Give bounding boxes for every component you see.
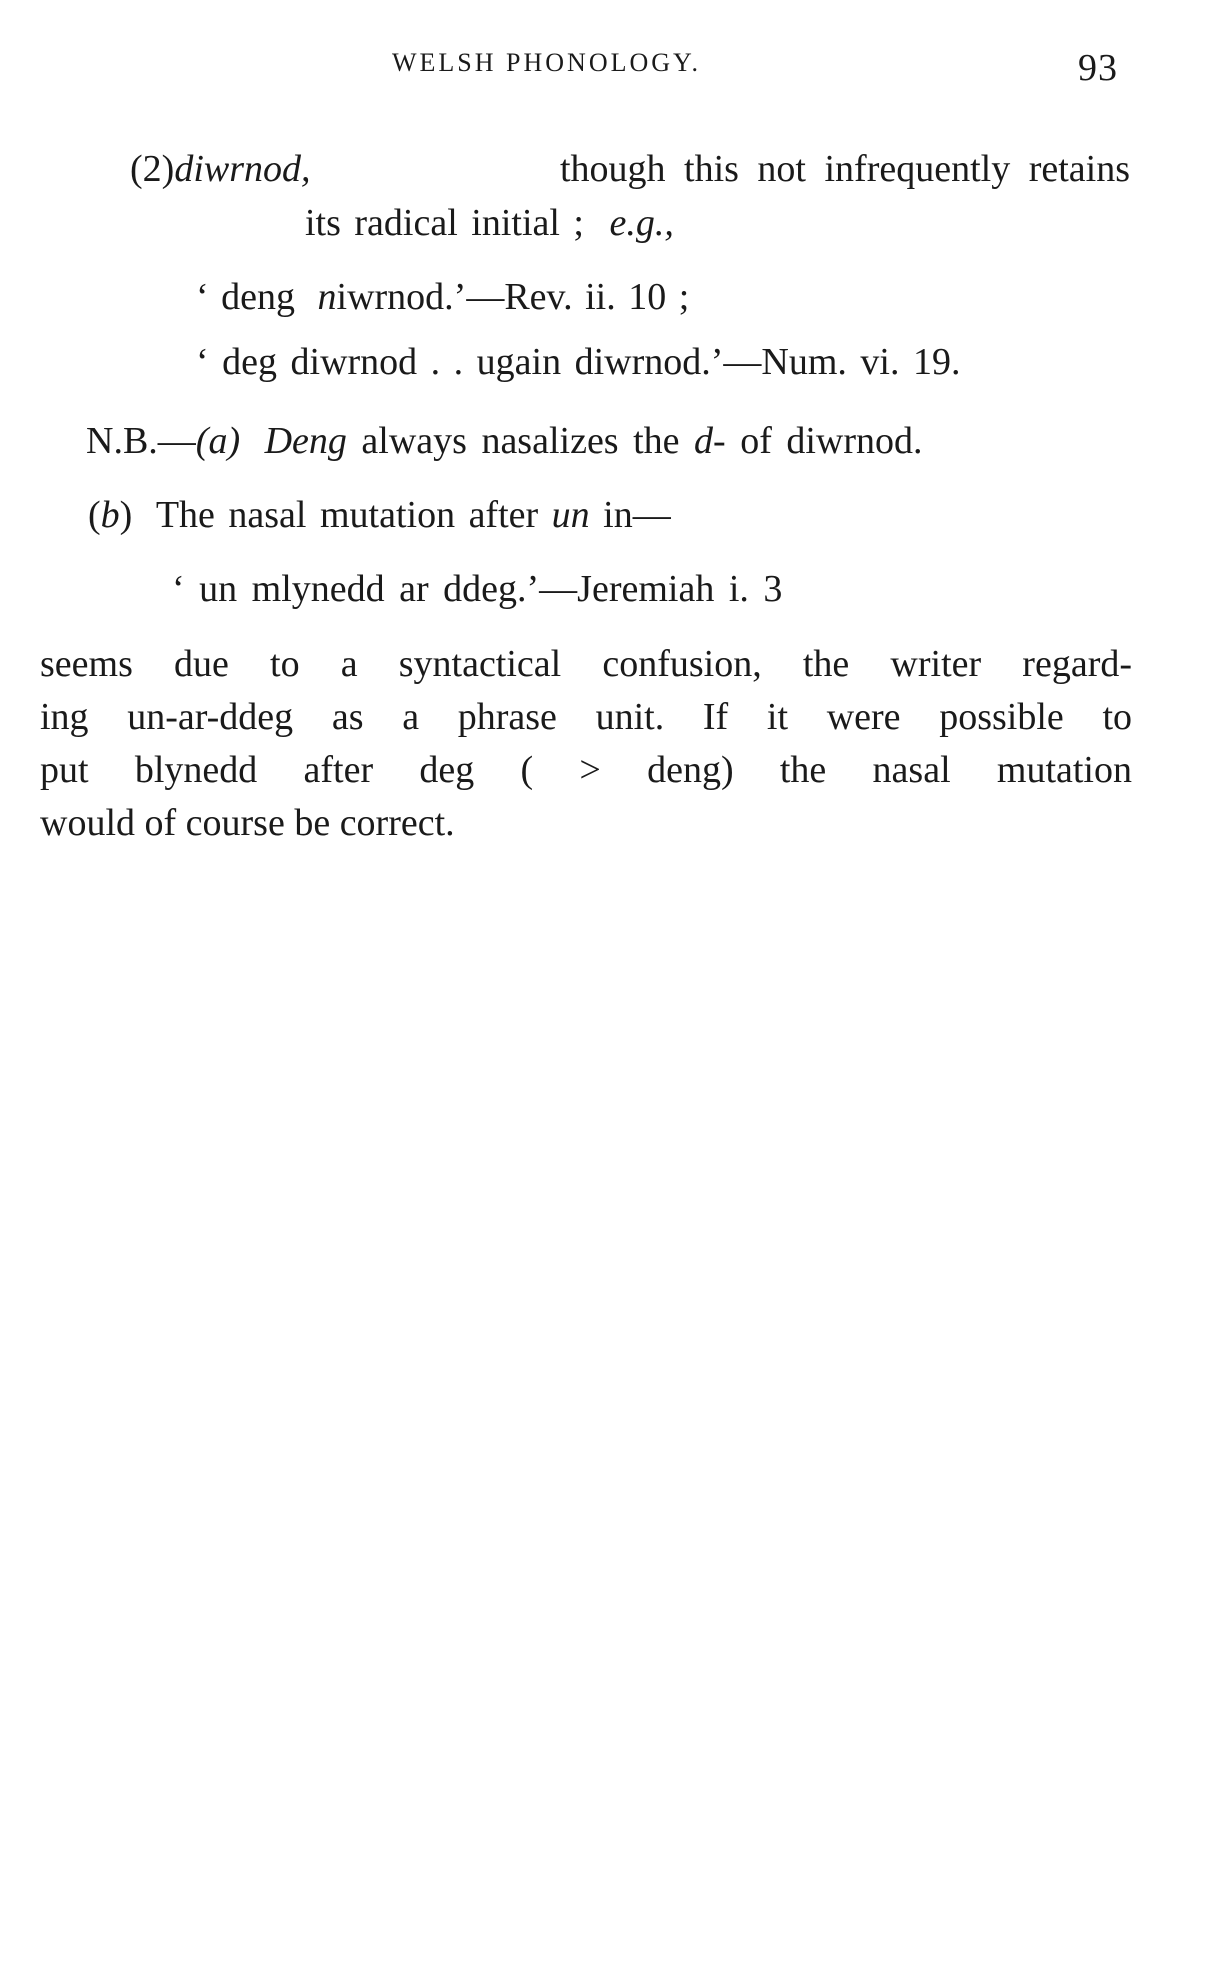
paragraph-line-1: seems due to a syntactical confusion, the writer regard- xyxy=(40,643,1132,685)
item-line2-abbr: e.g., xyxy=(609,202,674,244)
nb-b-open: ( xyxy=(88,494,101,536)
nb-b-close: ) xyxy=(119,494,133,536)
nb-a-mid: always nasalizes the xyxy=(361,420,680,462)
page-number: 93 xyxy=(1078,47,1118,89)
item-word: diwrnod, xyxy=(174,148,311,190)
example-1 xyxy=(196,278,689,316)
nb-b-word: un xyxy=(551,494,590,536)
example-1-italic: n xyxy=(317,276,337,318)
item-line2-text: its radical initial ; xyxy=(305,202,584,244)
nb-b xyxy=(88,496,671,534)
nb-prefix: N.B.— xyxy=(86,420,196,462)
paragraph-line-2: ing un-ar-ddeg as a phrase unit. If it were possible to xyxy=(40,696,1132,738)
nb-a-letter: d- xyxy=(694,420,726,462)
example-2: ‘ deg diwrnod . . ugain diwrnod.’—Num. vi. 19. xyxy=(196,341,961,383)
example-1-rest: iwrnod.’—Rev. ii. 10 ; xyxy=(336,276,690,318)
paragraph-line-3: put blynedd after deg ( > deng) the nasal mutation xyxy=(40,749,1132,791)
item-2-line-2 xyxy=(305,204,674,242)
example-1-open: ‘ deng xyxy=(196,276,296,318)
nb-a-end: of diwrnod. xyxy=(740,420,923,462)
nb-a-marker: (a) xyxy=(195,420,241,462)
nb-a-word: Deng xyxy=(264,420,347,462)
nb-b-text: The nasal mutation after xyxy=(155,494,539,536)
item-marker: (2) xyxy=(130,148,175,190)
nb-a xyxy=(86,422,923,460)
item-rest: though this not infrequently retains xyxy=(559,148,1130,190)
nb-b-letter: b xyxy=(100,494,120,536)
running-title: WELSH PHONOLOGY. xyxy=(392,48,701,77)
paragraph-line-4: would of course be correct. xyxy=(40,802,455,844)
nb-b-quote: ‘ un mlynedd ar ddeg.’—Jeremiah i. 3 xyxy=(172,568,783,610)
item-2-line-1 xyxy=(130,150,1130,188)
nb-b-end: in— xyxy=(603,494,671,536)
